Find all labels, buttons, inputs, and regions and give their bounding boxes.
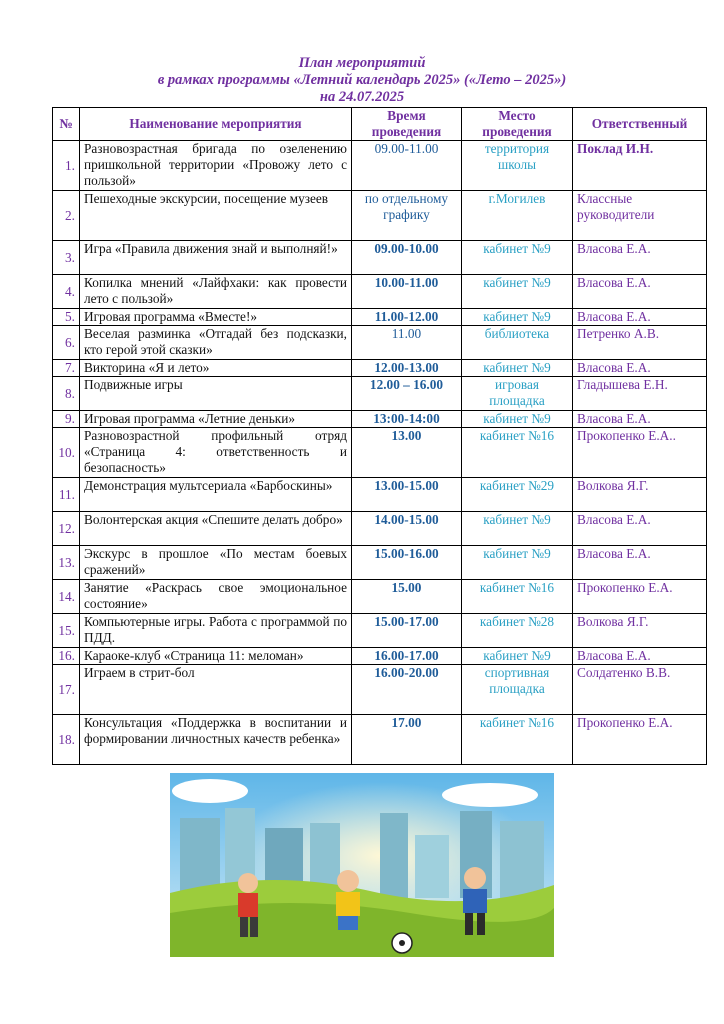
cell-place: кабинет №16 [462, 428, 573, 478]
col-header-name: Наименование мероприятия [80, 108, 352, 141]
col-header-time: Время проведения [352, 108, 462, 141]
cell-number: 3. [53, 241, 80, 275]
plan-subtitle: в рамках программы «Летний календарь 2025» («Лето – 2025») [157, 72, 567, 88]
cell-responsible: Прокопенко Е.А.. [573, 428, 707, 478]
col-header-number: № [53, 108, 80, 141]
cell-number: 11. [53, 478, 80, 512]
cell-number: 5. [53, 309, 80, 326]
cell-number: 15. [53, 614, 80, 648]
table-row [53, 648, 707, 665]
table-row [53, 580, 707, 614]
events-table [52, 107, 707, 765]
cell-event-name: Компьютерные игры. Работа с программой по ПДД. [80, 614, 352, 648]
cell-event-name: Экскурс в прошлое «По местам боевых сражений» [80, 546, 352, 580]
cell-responsible: Власова Е.А. [573, 275, 707, 309]
cell-place: игровая площадка [462, 377, 573, 411]
table-row [53, 478, 707, 512]
cell-time: 09.00-10.00 [352, 241, 462, 275]
cell-number: 13. [53, 546, 80, 580]
cell-number: 16. [53, 648, 80, 665]
table-row [53, 546, 707, 580]
cell-responsible: Волкова Я.Г. [573, 614, 707, 648]
table-row [53, 715, 707, 765]
cell-time: 12.00-13.00 [352, 360, 462, 377]
cell-place: кабинет №9 [462, 360, 573, 377]
cell-time: 10.00-11.00 [352, 275, 462, 309]
cell-time: 16.00-17.00 [352, 648, 462, 665]
cell-place: спортивная площадка [462, 665, 573, 715]
cell-responsible: Прокопенко Е.А. [573, 580, 707, 614]
cell-number: 8. [53, 377, 80, 411]
cell-responsible: Власова Е.А. [573, 309, 707, 326]
cell-place: кабинет №9 [462, 546, 573, 580]
cell-time: 11.00 [352, 326, 462, 360]
cell-number: 12. [53, 512, 80, 546]
cell-responsible: Власова Е.А. [573, 241, 707, 275]
col-header-responsible: Ответственный [573, 108, 707, 141]
cell-number: 9. [53, 411, 80, 428]
table-row [53, 275, 707, 309]
cell-place: территория школы [462, 141, 573, 191]
cell-time: 13:00-14:00 [352, 411, 462, 428]
cell-time: 11.00-12.00 [352, 309, 462, 326]
cell-number: 10. [53, 428, 80, 478]
cell-event-name: Игровая программа «Вместе!» [80, 309, 352, 326]
cell-event-name: Веселая разминка «Отгадай без подсказки, кто герой этой сказки» [80, 326, 352, 360]
cell-time: 15.00-16.00 [352, 546, 462, 580]
cell-event-name: Игра «Правила движения знай и выполняй!» [80, 241, 352, 275]
plan-date: на 24.07.2025 [319, 89, 405, 105]
kids-playing-soccer-illustration [170, 773, 554, 957]
cell-event-name: Копилка мнений «Лайфхаки: как провести лето с пользой» [80, 275, 352, 309]
illustration-svg [170, 773, 554, 957]
cell-place: кабинет №9 [462, 411, 573, 428]
cell-responsible: Классные руководители [573, 191, 707, 241]
cell-event-name: Викторина «Я и лето» [80, 360, 352, 377]
cell-responsible: Власова Е.А. [573, 411, 707, 428]
cell-responsible: Солдатенко В.В. [573, 665, 707, 715]
cell-time: 15.00-17.00 [352, 614, 462, 648]
cell-responsible: Власова Е.А. [573, 360, 707, 377]
cell-responsible: Власова Е.А. [573, 648, 707, 665]
table-row [53, 377, 707, 411]
cell-event-name: Подвижные игры [80, 377, 352, 411]
table-row [53, 326, 707, 360]
cell-time: 17.00 [352, 715, 462, 765]
cell-responsible: Петренко А.В. [573, 326, 707, 360]
cell-number: 17. [53, 665, 80, 715]
table-row [53, 360, 707, 377]
cell-event-name: Караоке-клуб «Страница 11: меломан» [80, 648, 352, 665]
cell-responsible: Прокопенко Е.А. [573, 715, 707, 765]
table-row [53, 512, 707, 546]
table-row [53, 665, 707, 715]
cell-responsible: Гладышева Е.Н. [573, 377, 707, 411]
cell-responsible: Власова Е.А. [573, 512, 707, 546]
cell-number: 18. [53, 715, 80, 765]
cell-place: кабинет №9 [462, 241, 573, 275]
cell-place: г.Могилев [462, 191, 573, 241]
cell-time: 16.00-20.00 [352, 665, 462, 715]
cell-place: кабинет №9 [462, 512, 573, 546]
cell-event-name: Пешеходные экскурсии, посещение музеев [80, 191, 352, 241]
cell-place: кабинет №9 [462, 309, 573, 326]
cell-number: 7. [53, 360, 80, 377]
cell-event-name: Демонстрация мультсериала «Барбоскины» [80, 478, 352, 512]
cell-place: кабинет №28 [462, 614, 573, 648]
cell-event-name: Занятие «Раскрась свое эмоциональное состояние» [80, 580, 352, 614]
cell-time: 15.00 [352, 580, 462, 614]
cell-time: 12.00 – 16.00 [352, 377, 462, 411]
cell-event-name: Играем в стрит-бол [80, 665, 352, 715]
table-row [53, 241, 707, 275]
cell-place: библиотека [462, 326, 573, 360]
cell-responsible: Власова Е.А. [573, 546, 707, 580]
cell-place: кабинет №16 [462, 580, 573, 614]
cell-time: 14.00-15.00 [352, 512, 462, 546]
cell-place: кабинет №16 [462, 715, 573, 765]
table-row [53, 614, 707, 648]
cell-number: 1. [53, 141, 80, 191]
cell-number: 2. [53, 191, 80, 241]
cell-number: 6. [53, 326, 80, 360]
table-row [53, 141, 707, 191]
cell-responsible: Волкова Я.Г. [573, 478, 707, 512]
cell-time: 13.00-15.00 [352, 478, 462, 512]
cell-event-name: Консультация «Поддержка в воспитании и формировании личностных качеств ребенка» [80, 715, 352, 765]
col-header-place: Место проведения [462, 108, 573, 141]
cell-place: кабинет №9 [462, 275, 573, 309]
table-row [53, 428, 707, 478]
cell-event-name: Волонтерская акция «Спешите делать добро» [80, 512, 352, 546]
cell-time: 13.00 [352, 428, 462, 478]
table-row [53, 411, 707, 428]
cell-time: 09.00-11.00 [352, 141, 462, 191]
table-row [53, 309, 707, 326]
table-header-row [53, 108, 707, 141]
cell-place: кабинет №9 [462, 648, 573, 665]
cell-event-name: Разновозрастная бригада по озеленению пришкольной территории «Провожу лето с пользой» [80, 141, 352, 191]
plan-title: План мероприятий [298, 55, 426, 71]
cell-number: 14. [53, 580, 80, 614]
cell-responsible: Поклад И.Н. [573, 141, 707, 191]
cell-place: кабинет №29 [462, 478, 573, 512]
table-row [53, 191, 707, 241]
cell-event-name: Разновозрастной профильный отряд «Страница 4: ответственность и безопасность» [80, 428, 352, 478]
cell-number: 4. [53, 275, 80, 309]
cell-event-name: Игровая программа «Летние деньки» [80, 411, 352, 428]
cell-time: по отдельному графику [352, 191, 462, 241]
